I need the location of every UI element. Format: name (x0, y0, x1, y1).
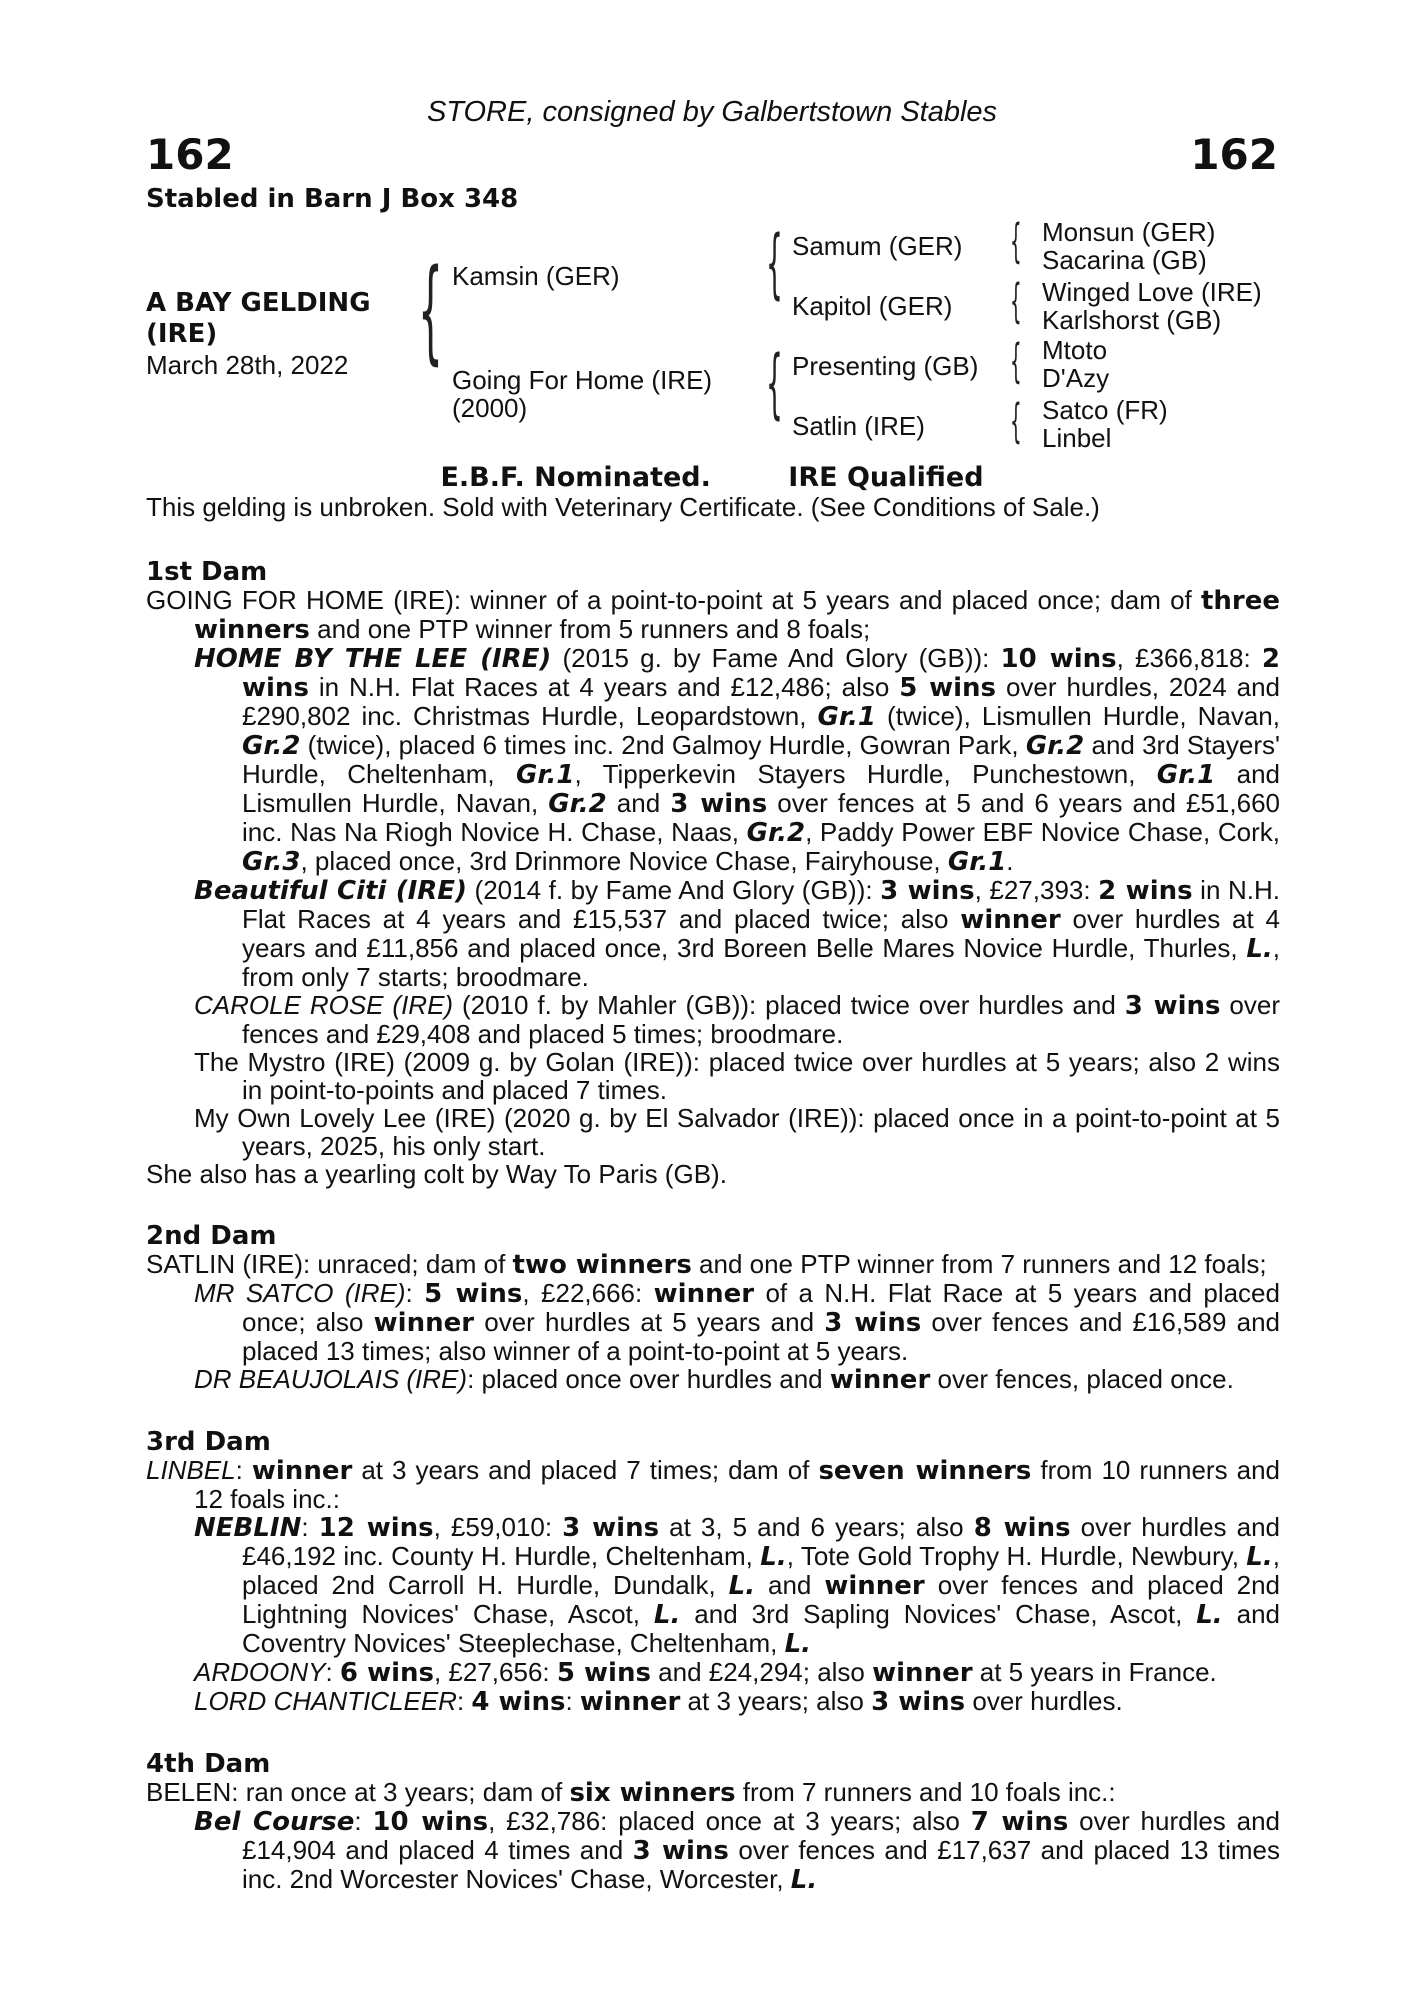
first-dam-heading: 1st Dam (146, 557, 268, 587)
pedigree-sire: Kamsin (GER) (452, 261, 620, 291)
fourth-dam-heading: 4th Dam (146, 1749, 271, 1779)
pedigree-g3-2: Sacarina (GB) (1042, 245, 1207, 275)
gen3-brace-2: { (1010, 274, 1022, 328)
pedigree-g3-7: Satco (FR) (1042, 395, 1168, 425)
unbroken-note: This gelding is unbroken. Sold with Veterinary Certificate. (See Conditions of Sale.) (146, 492, 1100, 522)
ebf-nominated: E.B.F. Nominated. (440, 462, 711, 493)
progeny-mr-satco: MR SATCO (IRE): 5 wins, £22,666: winner of a N.H. Flat Race at 5 years and placed once; also winner over hurdles at 5 years and 3 wins over fences and £16,589 and placed 13 times; also winner of a point-to-point at 5 years. (194, 1278, 1280, 1366)
progeny-dr-beaujolais: DR BEAUJOLAIS (IRE): placed once over hurdles and winner over fences, placed once. (194, 1364, 1234, 1395)
progeny-neblin: NEBLIN: 12 wins, £59,010: 3 wins at 3, 5 and 6 years; also 8 wins over hurdles and £46,192 inc. County H. Hurdle, Cheltenham, L., Tote Gold Trophy H. Hurdle, Newbury, L., placed 2nd Carroll H. Hurdle, Dundalk, L. and winner over fences and placed 2nd Lightning Novices' Chase, Ascot, L. and 3rd Sapling Novices' Chase, Ascot, L. and Coventry Novices' Steeplechase, Cheltenham, L. (194, 1512, 1281, 1659)
horse-origin: (IRE) (146, 319, 218, 349)
pedigree-g3-8: Linbel (1042, 423, 1112, 453)
first-dam-summary: GOING FOR HOME (IRE): winner of a point-to-point at 5 years and placed once; dam of three winners and one PTP winner from 5 runners and 8 foals; (146, 585, 1280, 645)
progeny-carole-rose: CAROLE ROSE (IRE) (2010 f. by Mahler (GB)): placed twice over hurdles and 3 wins over fences and £29,408 and placed 5 times; broodmare. (194, 990, 1280, 1049)
lot-number-left: 162 (146, 130, 234, 179)
pedigree-sire-sire: Samum (GER) (792, 231, 963, 261)
pedigree-dam-year: (2000) (452, 393, 528, 423)
lot-number-right: 162 (1190, 130, 1278, 179)
progeny-bel-course: Bel Course: 10 wins, £32,786: placed once at 3 years; also 7 wins over hurdles and £14,904 and placed 4 times and 3 wins over fences and £17,637 and placed 13 times inc. 2nd Worcester Novices' Chase, Worcester, L. (194, 1806, 1280, 1895)
foaling-date: March 28th, 2022 (146, 350, 349, 380)
sire-brace: { (766, 218, 783, 307)
horse-name: A BAY GELDING (146, 288, 371, 318)
progeny-lord-chanticleer: LORD CHANTICLEER: 4 wins: winner at 3 years; also 3 wins over hurdles. (194, 1686, 1123, 1717)
stabled-location: Stabled in Barn J Box 348 (146, 184, 519, 214)
dam-brace: { (766, 338, 783, 427)
qualification-line (0, 462, 1424, 493)
horse-description (146, 288, 371, 381)
gen3-brace-3: { (1010, 334, 1022, 388)
pedigree-dam-dam: Satlin (IRE) (792, 411, 925, 441)
gen3-brace-4: { (1010, 394, 1022, 448)
progeny-my-own-lovely-lee: My Own Lovely Lee (IRE) (2020 g. by El Salvador (IRE)): placed once in a point-to-point at 5 years, 2025, his only start. (194, 1103, 1280, 1161)
third-dam-heading: 3rd Dam (146, 1427, 271, 1457)
progeny-home-by-the-lee: HOME BY THE LEE (IRE) (2015 g. by Fame And Glory (GB)): 10 wins, £366,818: 2 wins in N.H. Flat Races at 4 years and £12,486; also 5 wins over hurdles, 2024 and £290,802 inc. Christmas Hurdle, Leopardstown, Gr.1 (twice), Lismullen Hurdle, Navan, Gr.2 (twice), placed 6 times inc. 2nd Galmoy Hurdle, Gowran Park, Gr.2 and 3rd Stayers' Hurdle, Cheltenham, Gr.1, Tipperkevin Stayers Hurdle, Punchestown, Gr.1 and Lismullen Hurdle, Navan, Gr.2 and 3 wins over fences at 5 and 6 years and £51,660 inc. Nas Na Riogh Novice H. Chase, Naas, Gr.2, Paddy Power EBF Novice Chase, Cork, Gr.3, placed once, 3rd Drinmore Novice Chase, Fairyhouse, Gr.1. (194, 643, 1281, 877)
third-dam-summary: LINBEL: winner at 3 years and placed 7 times; dam of seven winners from 10 runners and 12 foals inc.: (146, 1455, 1280, 1514)
second-dam-summary: SATLIN (IRE): unraced; dam of two winners and one PTP winner from 7 runners and 12 foals; (146, 1249, 1267, 1280)
consignment-line: STORE, consigned by Galbertstown Stables (426, 96, 998, 128)
progeny-ardoony: ARDOONY: 6 wins, £27,656: 5 wins and £24,294; also winner at 5 years in France. (194, 1657, 1217, 1688)
pedigree-g3-1: Monsun (GER) (1042, 217, 1216, 247)
pedigree-dam: Going For Home (IRE) (452, 365, 713, 395)
second-dam-heading: 2nd Dam (146, 1221, 277, 1251)
pedigree-g3-5: Mtoto (1042, 335, 1108, 365)
pedigree-g3-4: Karlshorst (GB) (1042, 305, 1222, 335)
fourth-dam-summary: BELEN: ran once at 3 years; dam of six winners from 7 runners and 10 foals inc.: (146, 1777, 1116, 1808)
pedigree-sire-dam: Kapitol (GER) (792, 291, 953, 321)
gen3-brace-1: { (1010, 214, 1022, 268)
yearling-note: She also has a yearling colt by Way To Paris (GB). (146, 1159, 727, 1189)
ire-qualified: IRE Qualified (788, 462, 984, 493)
pedigree-g3-6: D'Azy (1042, 363, 1110, 393)
produce-record (146, 546, 1280, 1894)
sire-dam-brace: { (418, 246, 443, 376)
pedigree-dam-sire: Presenting (GB) (792, 351, 979, 381)
progeny-beautiful-citi: Beautiful Citi (IRE) (2014 f. by Fame And Glory (GB)): 3 wins, £27,393: 2 wins in N.H. Flat Races at 4 years and £15,537 and placed twice; also winner over hurdles at 4 years and £11,856 and placed once, 3rd Boreen Belle Mares Novice Hurdle, Thurles, L., from only 7 starts; broodmare. (194, 875, 1280, 992)
progeny-the-mystro: The Mystro (IRE) (2009 g. by Golan (IRE)): placed twice over hurdles at 5 years; also 2 wins in point-to-points and placed 7 times. (194, 1047, 1280, 1105)
pedigree-g3-3: Winged Love (IRE) (1042, 277, 1262, 307)
